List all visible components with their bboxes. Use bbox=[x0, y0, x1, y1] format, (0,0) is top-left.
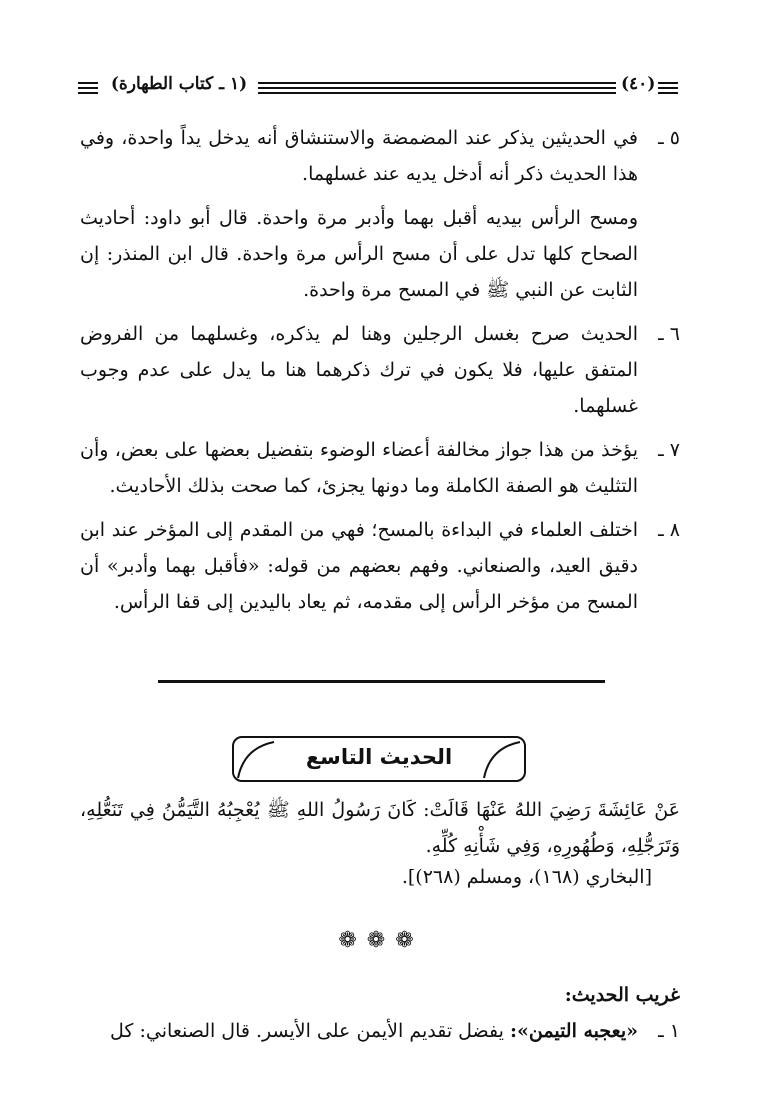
header-rule-middle bbox=[258, 74, 616, 102]
item-text: ومسح الرأس بيديه أقبل بهما وأدبر مرة واحدة. قال أبو داود: أحاديث الصحاح كلها تدل على أن مسح الرأس مرة واحدة. قال ابن المنذر: إن الثابت عن النبي ﷺ في المسح مرة واحدة. bbox=[80, 207, 638, 301]
page-number: (٤٠) bbox=[621, 74, 656, 94]
header-rule-right bbox=[658, 74, 678, 102]
item-number: ٧ ـ bbox=[658, 439, 680, 461]
gharib-term: «يعجبه التيمن»: bbox=[510, 1020, 638, 1042]
list-item bbox=[80, 200, 680, 308]
item-text: اختلف العلماء في البداءة بالمسح؛ فهي من المقدم إلى المؤخر عند ابن دقيق العيد، والصنعاني. وفهم بعضهم من قوله: «فأقبل بهما وأدبر» أن المسح من مؤخر الرأس إلى مقدمه، ثم يعاد باليدين إلى قفا الرأس. bbox=[80, 519, 638, 613]
list-item bbox=[80, 512, 680, 620]
list-item bbox=[80, 120, 680, 192]
item-number: ٥ ـ bbox=[658, 127, 680, 149]
hadith-text: عَنْ عَائِشَةَ رَضِيَ اللهُ عَنْهَا قَالَتْ: كَانَ رَسُولُ اللهِ ﷺ يُعْجِبُهُ التَّيَمُّنُ فِي تَنَعُّلِهِ، وَتَرَجُّلِهِ، وَطُهُورِهِ، وَفِي شَأْنِهِ كُلِّهِ. bbox=[80, 799, 680, 857]
frame-corner-right-icon bbox=[464, 738, 524, 780]
gharib-heading: غريب الحديث: bbox=[564, 984, 680, 1006]
gharib-item bbox=[80, 1020, 680, 1042]
book-title: (١ ـ كتاب الطهارة) bbox=[110, 74, 248, 94]
list-item bbox=[80, 316, 680, 424]
page-header bbox=[78, 74, 678, 102]
item-number: ١ ـ bbox=[658, 1020, 680, 1042]
item-number: ٨ ـ bbox=[658, 519, 680, 541]
separator-ornament-icon: ❁❁❁ bbox=[338, 928, 424, 953]
item-text: الحديث صرح بغسل الرجلين وهنا لم يذكره، وغسلهما من الفروض المتفق عليها، فلا يكون في ترك ذكرهما هنا ما يدل على عدم وجوب غسلهما. bbox=[80, 323, 638, 417]
item-text: في الحديثين يذكر عند المضمضة والاستنشاق أنه يدخل يداً واحدة، وفي هذا الحديث ذكر أنه أدخل يديه عند غسلهما. bbox=[80, 127, 638, 185]
item-number: ٦ ـ bbox=[658, 323, 680, 345]
header-rule-left bbox=[78, 74, 98, 102]
gharib-text: يفضل تقديم الأيمن على الأيسر. قال الصنعاني: كل bbox=[110, 1020, 504, 1042]
hadith-reference: [البخاري (١٦٨)، ومسلم (٢٦٨)]. bbox=[401, 866, 652, 888]
item-text: يؤخذ من هذا جواز مخالفة أعضاء الوضوء بتفضيل بعضها على بعض، وأن التثليث هو الصفة الكاملة وما دونها يجزئ، كما صحت بذلك الأحاديث. bbox=[80, 439, 638, 497]
section-divider bbox=[158, 680, 605, 683]
list-item bbox=[80, 432, 680, 504]
section-title-frame bbox=[232, 736, 526, 782]
commentary-list bbox=[80, 120, 680, 628]
section-title: الحديث التاسع bbox=[305, 745, 453, 769]
gharib-entry bbox=[110, 1020, 638, 1042]
item-number bbox=[646, 200, 680, 308]
